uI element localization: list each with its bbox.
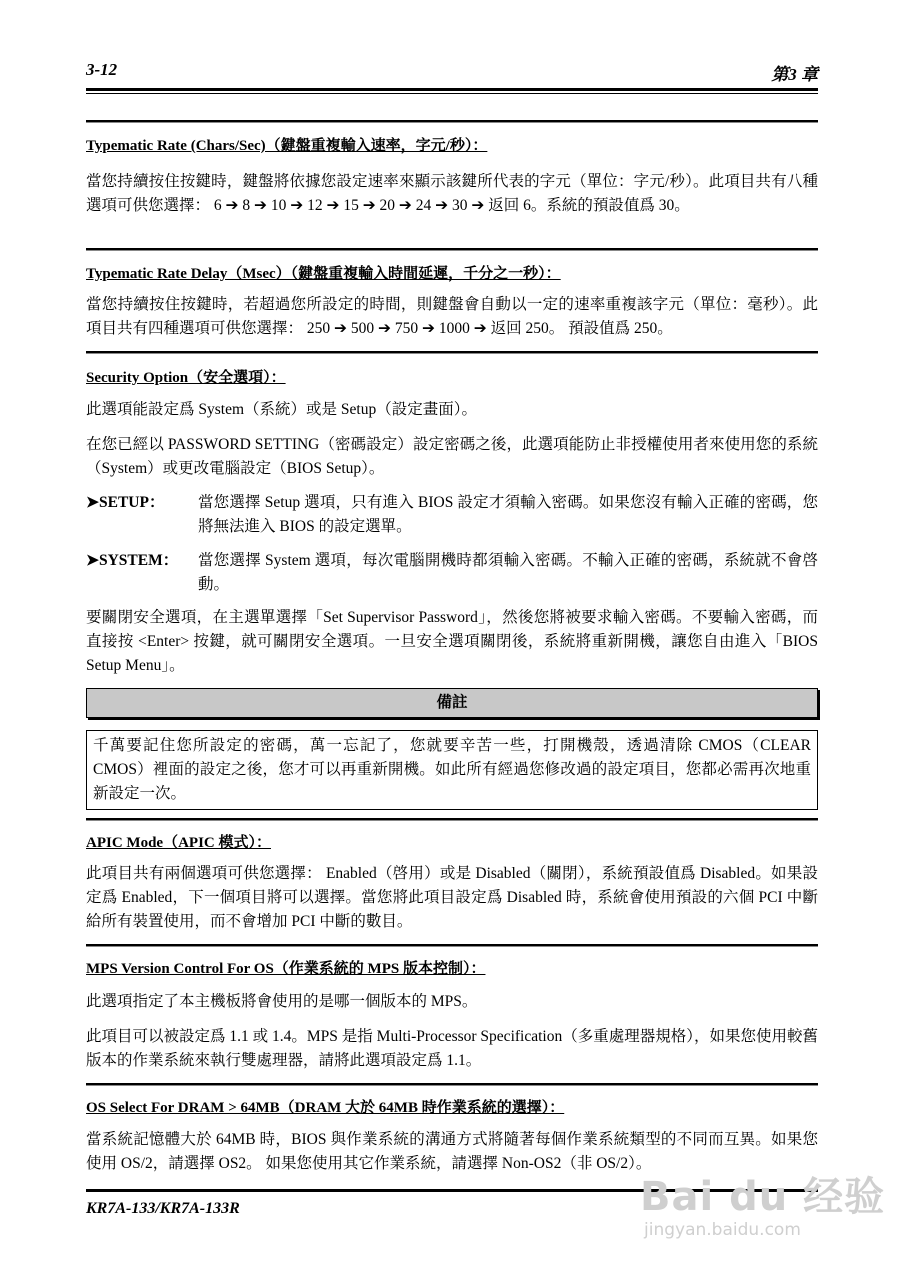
section-divider [86, 944, 818, 946]
section-title-apic-mode: APIC Mode（APIC 模式）： [86, 835, 271, 851]
note-text: 千萬要記住您所設定的密碼，萬一忘記了，您就要辛苦一些，打開機殼，透過清除 CMOS（CLEAR CMOS）裡面的設定之後，您才可以再重新開機。如此所有經過您修改過的設定項目，您都必需再次地重新設定一次。 [86, 730, 818, 810]
watermark [640, 1165, 885, 1240]
section-paragraph: 在您已經以 PASSWORD SETTING（密碼設定）設定密碼之後，此選項能防止非授權使用者來使用您的系統（System）或更改電腦設定（BIOS Setup）。 [86, 436, 818, 477]
section-divider [86, 1083, 818, 1085]
bullet-key: ➤SYSTEM： [86, 552, 179, 569]
bullet-key: ➤SETUP： [86, 494, 165, 511]
page-number: 3-12 [86, 60, 118, 79]
section-paragraph: 當您持續按住按鍵時，若超過您所設定的時間，則鍵盤會自動以一定的速率重複該字元（單位：毫秒）。此項目共有四種選項可供您選擇： 250 ➔ 500 ➔ 750 ➔ 1000 ➔ 返回 250。 預設值爲 250。 [86, 296, 818, 337]
section-divider [86, 351, 818, 353]
header-rule-thin [86, 93, 818, 94]
section-paragraph: 當系統記憶體大於 64MB 時，BIOS 與作業系統的溝通方式將隨著每個作業系統類型的不同而互異。如果您使用 OS/2，請選擇 OS2。 如果您使用其它作業系統，請選擇 Non-OS2（非 OS/2）。 [86, 1131, 818, 1172]
section-paragraph: 此選項指定了本主機板將會使用的是哪一個版本的 MPS。 [86, 993, 478, 1010]
bullet-system [86, 549, 818, 597]
section-paragraph: 此項目共有兩個選項可供您選擇： Enabled（啓用）或是 Disabled（關閉），系統預設值爲 Disabled。如果設定爲 Enabled，下一個項目將可以選擇。當您將此項目設定爲 Disabled 時，系統會使用預設的六個 PCI 中斷給所有裝置使用，而不會增加 PCI 中斷的數目。 [86, 865, 818, 930]
section-title-typematic-rate: Typematic Rate (Chars/Sec)（鍵盤重複輸入速率，字元/秒）： [86, 138, 488, 154]
bullet-text: 當您選擇 System 選項，每次電腦開機時都須輸入密碼。不輸入正確的密碼，系統就不會啓動。 [198, 552, 818, 593]
section-divider [86, 818, 818, 820]
chapter-label: 第3 章 [771, 65, 818, 84]
footer-model: KR7A-133/KR7A-133R [86, 1200, 240, 1217]
watermark-logo: Bai du 经验 [640, 1174, 886, 1220]
watermark-url: jingyan.baidu.com [644, 1220, 801, 1240]
section-title-mps-version: MPS Version Control For OS（作業系統的 MPS 版本控制）： [86, 961, 486, 977]
section-divider [86, 248, 818, 250]
section-divider [86, 120, 818, 122]
header-rule [86, 88, 818, 91]
section-closing-paragraph: 要關閉安全選項，在主選單選擇「Set Supervisor Password」，然後您將被要求輸入密碼。不要輸入密碼，而直接按 <Enter> 按鍵，就可關閉安全選項。一旦安全選項關閉後，系統將重新開機，讓您自由進入「BIOS Setup Menu」。 [86, 609, 818, 674]
section-title-security-option: Security Option（安全選項）： [86, 370, 286, 386]
note-heading: 備註 [86, 688, 818, 718]
section-title-os-select: OS Select For DRAM > 64MB（DRAM 大於 64MB 時作業系統的選擇）： [86, 1100, 565, 1116]
bullet-setup [86, 491, 818, 539]
section-paragraph: 當您持續按住按鍵時，鍵盤將依據您設定速率來顯示該鍵所代表的字元（單位：字元/秒）。此項目共有八種選項可供您選擇： 6 ➔ 8 ➔ 10 ➔ 12 ➔ 15 ➔ 20 ➔ 24 ➔ 30 ➔ 返回 6。系統的預設值爲 30。 [86, 173, 818, 214]
section-paragraph: 此選項能設定爲 System（系統）或是 Setup（設定畫面）。 [86, 401, 477, 418]
bullet-text: 當您選擇 Setup 選項，只有進入 BIOS 設定才須輸入密碼。如果您沒有輸入正確的密碼，您將無法進入 BIOS 的設定選單。 [198, 494, 818, 535]
page-header [86, 60, 818, 86]
section-title-typematic-delay: Typematic Rate Delay（Msec）（鍵盤重複輸入時間延遲，千分之一秒）： [86, 266, 561, 282]
section-paragraph: 此項目可以被設定爲 1.1 或 1.4。MPS 是指 Multi-Processor Specification（多重處理器規格），如果您使用較舊版本的作業系統來執行雙處理器，請將此選項設定爲 1.1。 [86, 1028, 818, 1069]
